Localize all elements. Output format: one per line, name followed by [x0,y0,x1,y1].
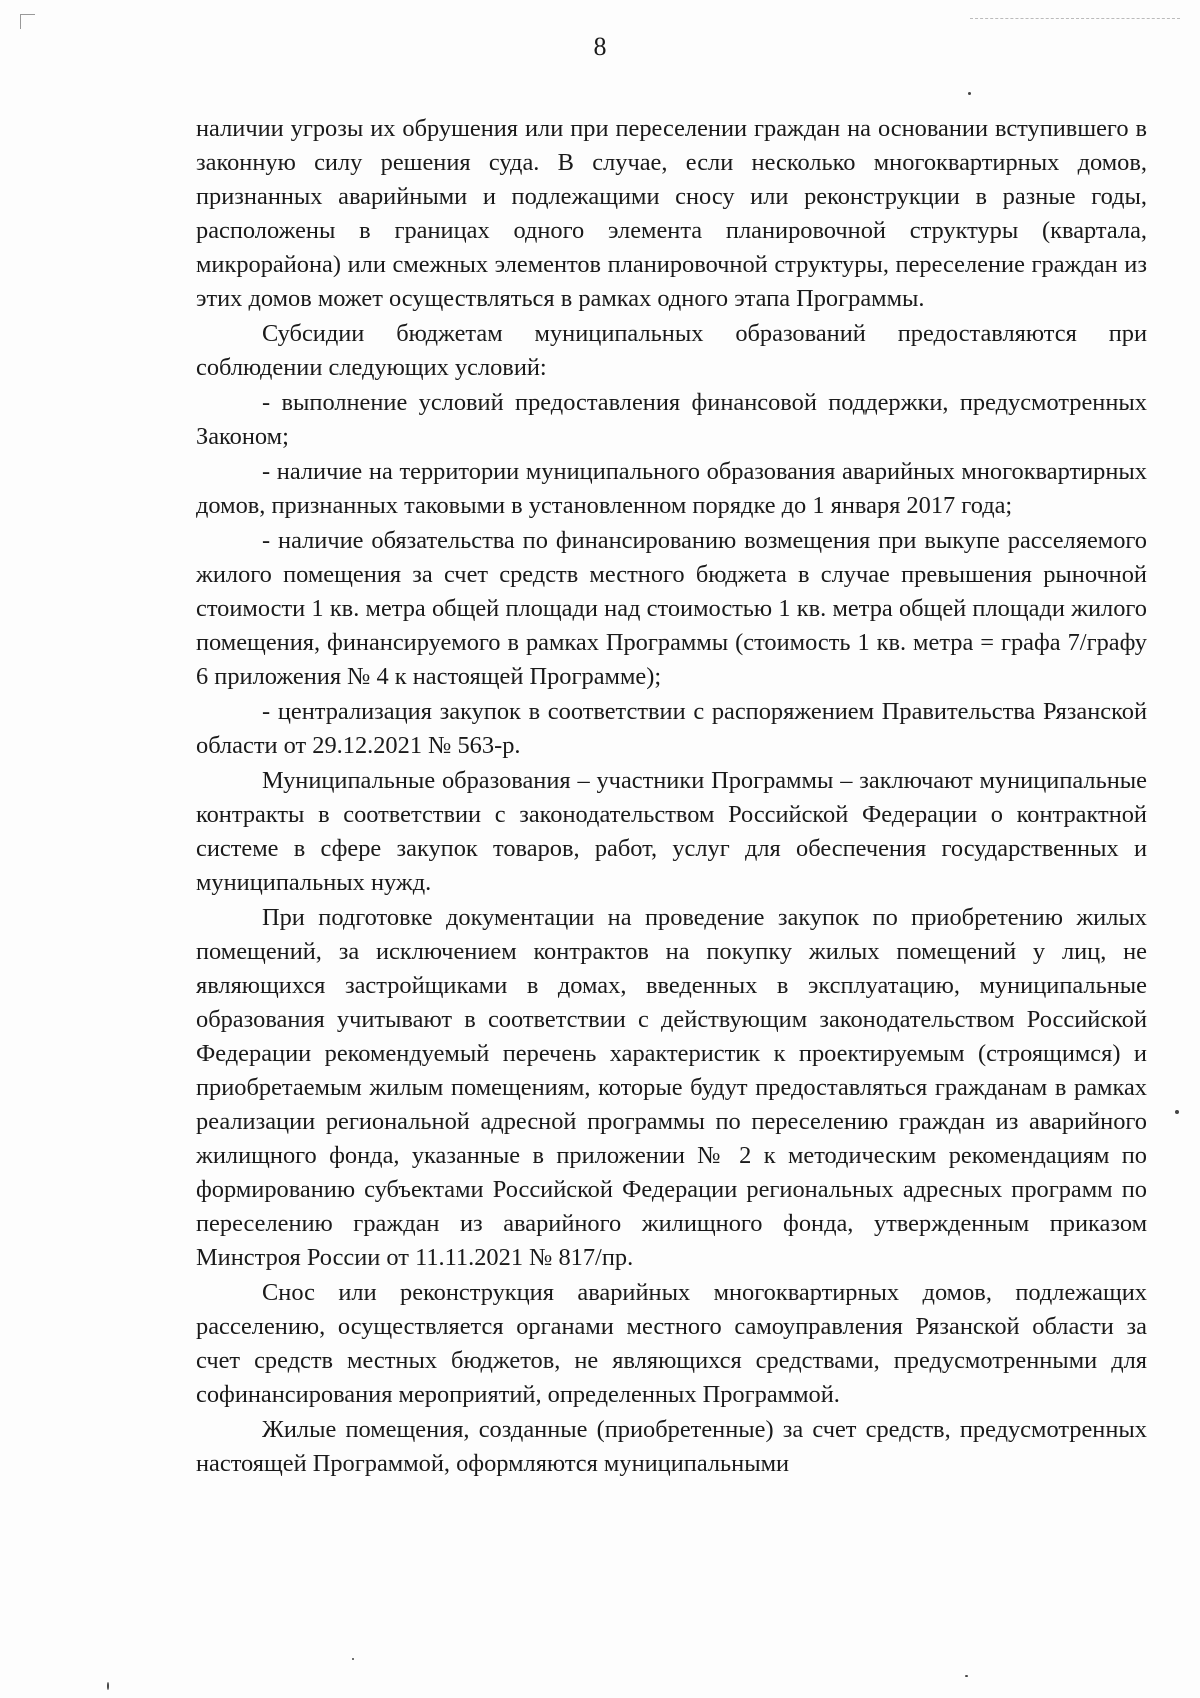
scan-speck [1175,1110,1179,1114]
paragraph-procurement-documentation: При подготовке документации на проведение закупок по приобретению жилых помещений, за исключением контрактов на покупку жилых помещений у лиц, не являющихся застройщиками в домах, введенных в эксплуатацию, муниципальные образования учитывают в соответствии с действующим законодательством Российской Федерации рекомендуемый перечень характеристик к проектируемым (строящимся) и приобретаемым жилым помещениям, которые будут предоставляться гражданам в рамках реализации региональной адресной программы по переселению граждан из аварийного жилищного фонда, указанные в приложении № 2 к методическим рекомендациям по формированию субъектами Российской Федерации региональных адресных программ по переселению граждан из аварийного жилищного фонда, утвержденным приказом Минстроя России от 11.11.2021 № 817/пр. [196,904,1147,1271]
scan-edge-mark [970,18,1180,19]
paragraph-continuation: наличии угрозы их обрушения или при переселении граждан на основании вступившего в законную силу решения суда. В случае, если несколько многоквартирных домов, признанных аварийными и подлежащими сносу или реконструкции в разные годы, расположены в границах одного элемента планировочной структуры (квартала, микрорайона) или смежных элементов планировочной структуры, переселение граждан из этих домов может осуществляться в рамках одного этапа Программы. [196,115,1147,312]
list-item-condition-1: - выполнение условий предоставления финансовой поддержки, предусмотренных Законом; [196,389,1147,450]
list-item-condition-4: - централизация закупок в соответствии с распоряжением Правительства Рязанской области от 29.12.2021 № 563-р. [196,698,1147,759]
list-item-condition-3: - наличие обязательства по финансированию возмещения при выкупе расселяемого жилого помещения за счет средств местного бюджета в случае превышения рыночной стоимости 1 кв. метра общей площади над стоимостью 1 кв. метра общей площади жилого помещения, финансируемого в рамках Программы (стоимость 1 кв. метра = графа 7/графу 6 приложения № 4 к настоящей Программе); [196,527,1147,690]
paragraph-subsidies-conditions: Субсидии бюджетам муниципальных образований предоставляются при соблюдении следующих условий: [196,320,1147,381]
scan-speck [107,1682,109,1690]
scan-speck [352,1658,354,1660]
scan-speck [968,92,971,95]
scan-speck [965,1675,968,1677]
document-body [196,112,1147,1482]
page-number: 8 [593,32,607,61]
paragraph-demolition: Снос или реконструкция аварийных многоквартирных домов, подлежащих расселению, осуществляется органами местного самоуправления Рязанской области за счет средств местных бюджетов, не являющихся средствами, предусмотренными для софинансирования мероприятий, определенных Программой. [196,1279,1147,1408]
paragraph-municipal-contracts: Муниципальные образования – участники Программы – заключают муниципальные контракты в соответствии с законодательством Российской Федерации о контрактной системе в сфере закупок товаров, работ, услуг для обеспечения государственных и муниципальных нужд. [196,767,1147,896]
scan-corner-mark [20,14,35,29]
paragraph-residential-premises: Жилые помещения, созданные (приобретенные) за счет средств, предусмотренных настоящей Программой, оформляются муниципальными [196,1416,1147,1477]
list-item-condition-2: - наличие на территории муниципального образования аварийных многоквартирных домов, признанных таковыми в установленном порядке до 1 января 2017 года; [196,458,1147,519]
